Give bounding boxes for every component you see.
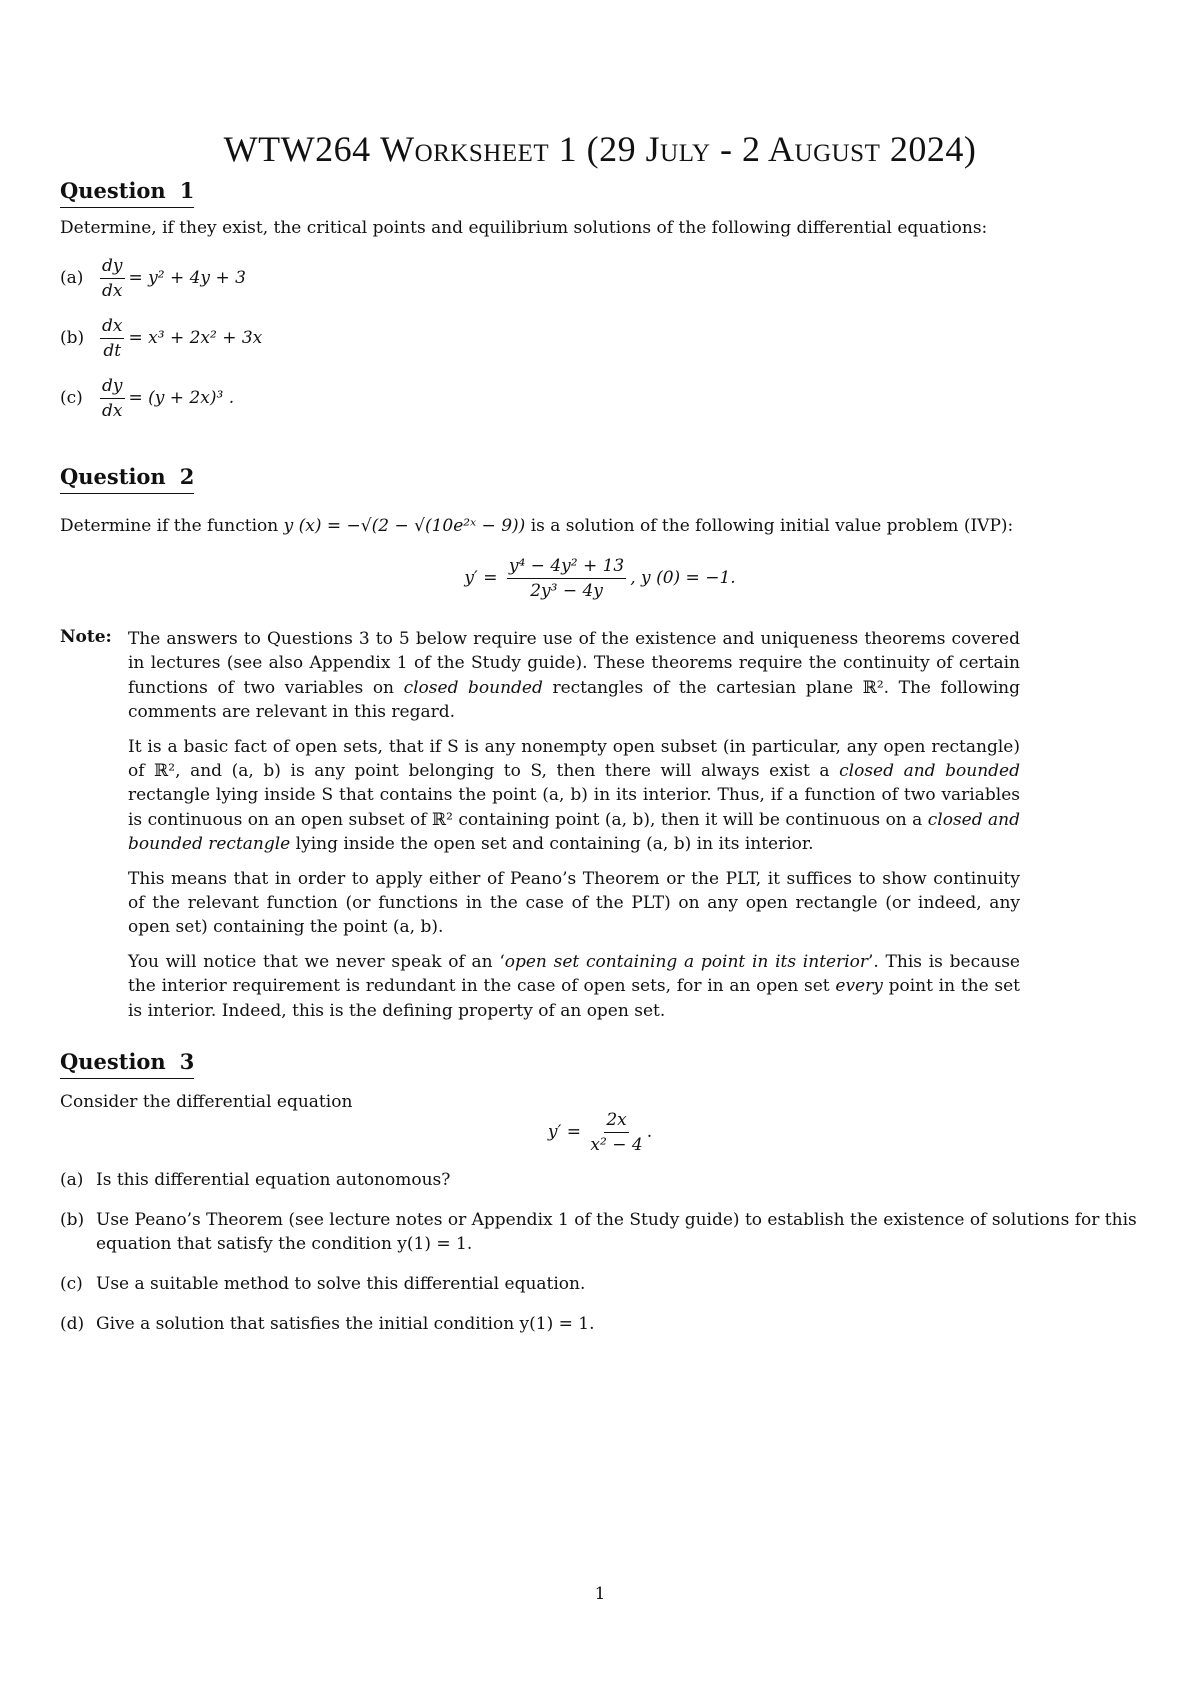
question-3-part-a: (a) Is this differential equation autonomous? [60, 1170, 451, 1190]
ivp-fraction: $\frac{\text{y⁴ − 4y² + 13}}{\text{2y³ − 4y}}$ [508, 556, 625, 601]
question-1-part-c: (c) $\frac{dy}{dx}$ = (y + 2x)³ . [60, 375, 235, 421]
derivative-fraction: $\frac{dx}{dt}$ [102, 315, 123, 361]
question-1-part-a: (a) $\frac{dy}{dx}$ = y² + 4y + 3 [60, 255, 246, 301]
question-3-heading: Question 3 [60, 1049, 194, 1079]
note-paragraph-1: The answers to Questions 3 to 5 below require use of the existence and uniqueness theorems covered in lectures (see also Appendix 1 of the Study guide). These theorems require the continuity of certain functions of two variables on closed bounded rectangles of the cartesian plane ℝ². The following comments are relevant in this regard. [128, 629, 1021, 723]
note-label: Note: [60, 627, 112, 647]
title-number: 1 [558, 129, 578, 169]
page-title [0, 128, 1200, 170]
title-code: WTW264 [223, 129, 371, 169]
note-body [128, 627, 1020, 1033]
question-3-part-d: (d) Give a solution that satisfies the initial condition y(1) = 1. [60, 1314, 595, 1334]
derivative-fraction: $\frac{dy}{dx}$ [102, 375, 123, 421]
title-dates: (29 July - 2 August 2024) [586, 129, 977, 169]
question-3-parts [60, 1168, 1140, 1352]
question-2-heading: Question 2 [60, 464, 194, 494]
question-3-intro: Consider the differential equation [60, 1092, 353, 1112]
derivative-fraction: $\frac{dy}{dx}$ [102, 255, 123, 301]
title-word: Worksheet [380, 129, 550, 169]
note-paragraph-4: You will notice that we never speak of an ‘open set containing a point in its interior’. This is because the interior requirement is redundant in the case of open sets, for in an open set every point in the set is interior. Indeed, this is the defining property of an open set. [128, 951, 1021, 1021]
equation-fraction: $\frac{2x}{\text{x² − 4}}$ [590, 1110, 643, 1155]
question-1-part-b: (b) $\frac{dx}{dt}$ = x³ + 2x² + 3x [60, 315, 263, 361]
question-1-heading: Question 1 [60, 178, 194, 208]
note-paragraph-3: This means that in order to apply either of Peano’s Theorem or the PLT, it suffices to show continuity of the relevant function (or functions in the case of the PLT) on any open rectangle (or indeed, any open set) containing the point (a, b). [128, 868, 1020, 938]
question-2-intro: Determine if the function y (x) = −√(2 − √(10e²ˣ − 9)) is a solution of the following initial value problem (IVP): [60, 516, 1014, 536]
question-3-part-c: (c) Use a suitable method to solve this differential equation. [60, 1274, 586, 1294]
question-3-part-b: (b) Use Peano’s Theorem (see lecture notes or Appendix 1 of the Study guide) to establish the existence of solutions for this equation that satisfy the condition y(1) = 1. [60, 1210, 1137, 1254]
note-paragraph-2: It is a basic fact of open sets, that if S is any nonempty open subset (in particular, any open rectangle) of ℝ², and (a, b) is any point belonging to S, then there will always exist a closed and bounded rectangle lying inside S that contains the point (a, b) in its interior. Thus, if a function of two variables is continuous on an open subset of ℝ² containing point (a, b), then it will be continuous on a closed and bounded rectangle lying inside the open set and containing (a, b) in its interior. [128, 736, 1021, 855]
question-1-intro: Determine, if they exist, the critical points and equilibrium solutions of the following differential equations: [60, 218, 988, 238]
question-3-equation: y′ = $\frac{2x}{\text{x² − 4}}$ . [547, 1110, 653, 1155]
function-expression: y (x) = −√(2 − √(10e²ˣ − 9)) [283, 516, 526, 536]
ivp-equation: y′ = $\frac{\text{y⁴ − 4y² + 13}}{\text{2y³ − 4y}}$ , y (0) = −1. [464, 556, 736, 601]
page-number: 1 [594, 1584, 606, 1604]
